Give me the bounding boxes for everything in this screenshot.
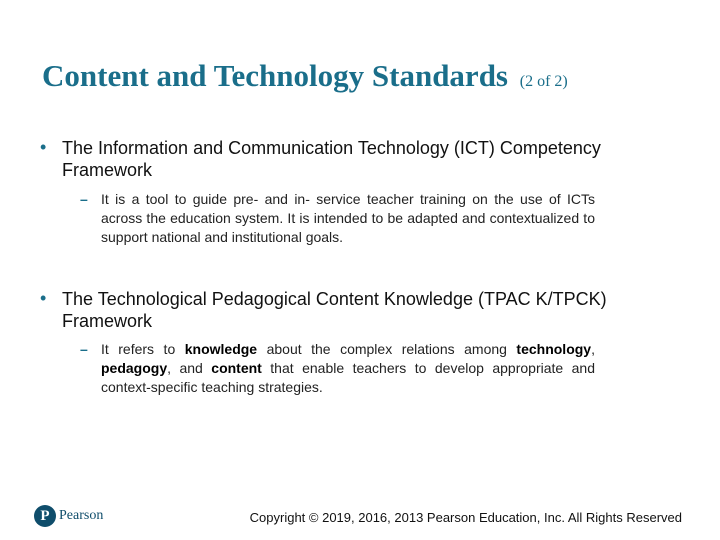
text-run: that enable teachers to develop appropriate and context-specific teaching strategies. bbox=[101, 360, 595, 395]
dash-marker: – bbox=[80, 191, 88, 207]
keyword-knowledge: knowledge bbox=[184, 341, 258, 357]
bullet-ict-framework bbox=[40, 137, 610, 181]
bullet-tpack-framework bbox=[40, 288, 610, 332]
subbullet-ict-description bbox=[80, 190, 595, 247]
subbullet-tpack-description bbox=[80, 340, 595, 397]
keyword-content: content bbox=[211, 360, 262, 376]
subbullet-text bbox=[101, 340, 595, 397]
text-run: , and bbox=[167, 360, 212, 376]
text-run: It refers to bbox=[101, 341, 185, 357]
slide-title bbox=[42, 58, 568, 94]
keyword-technology: technology bbox=[516, 341, 592, 357]
dash-marker: – bbox=[80, 341, 88, 357]
bullet-marker: • bbox=[40, 137, 47, 157]
text-run: about the complex relations among bbox=[257, 341, 517, 357]
keyword-pedagogy: pedagogy bbox=[101, 360, 168, 376]
title-suffix: (2 of 2) bbox=[519, 73, 568, 90]
text-run: , bbox=[591, 341, 595, 357]
bullet-text: The Technological Pedagogical Content Knowledge (TPAC K/TPCK) Framework bbox=[62, 289, 607, 331]
title-text: Content and Technology Standards bbox=[42, 58, 508, 93]
copyright-notice: Copyright © 2019, 2016, 2013 Pearson Education, Inc. All Rights Reserved bbox=[249, 510, 682, 525]
bullet-marker: • bbox=[40, 288, 47, 308]
pearson-logo bbox=[34, 505, 103, 527]
bullet-text: The Information and Communication Technology (ICT) Competency Framework bbox=[62, 138, 601, 180]
pearson-logo-icon: P bbox=[34, 505, 56, 527]
subbullet-text: It is a tool to guide pre- and in- service teacher training on the use of ICTs across the education system. It is intended to be adapted and contextualized to support national and institutional goals. bbox=[101, 191, 595, 245]
pearson-logo-text: Pearson bbox=[59, 508, 104, 523]
